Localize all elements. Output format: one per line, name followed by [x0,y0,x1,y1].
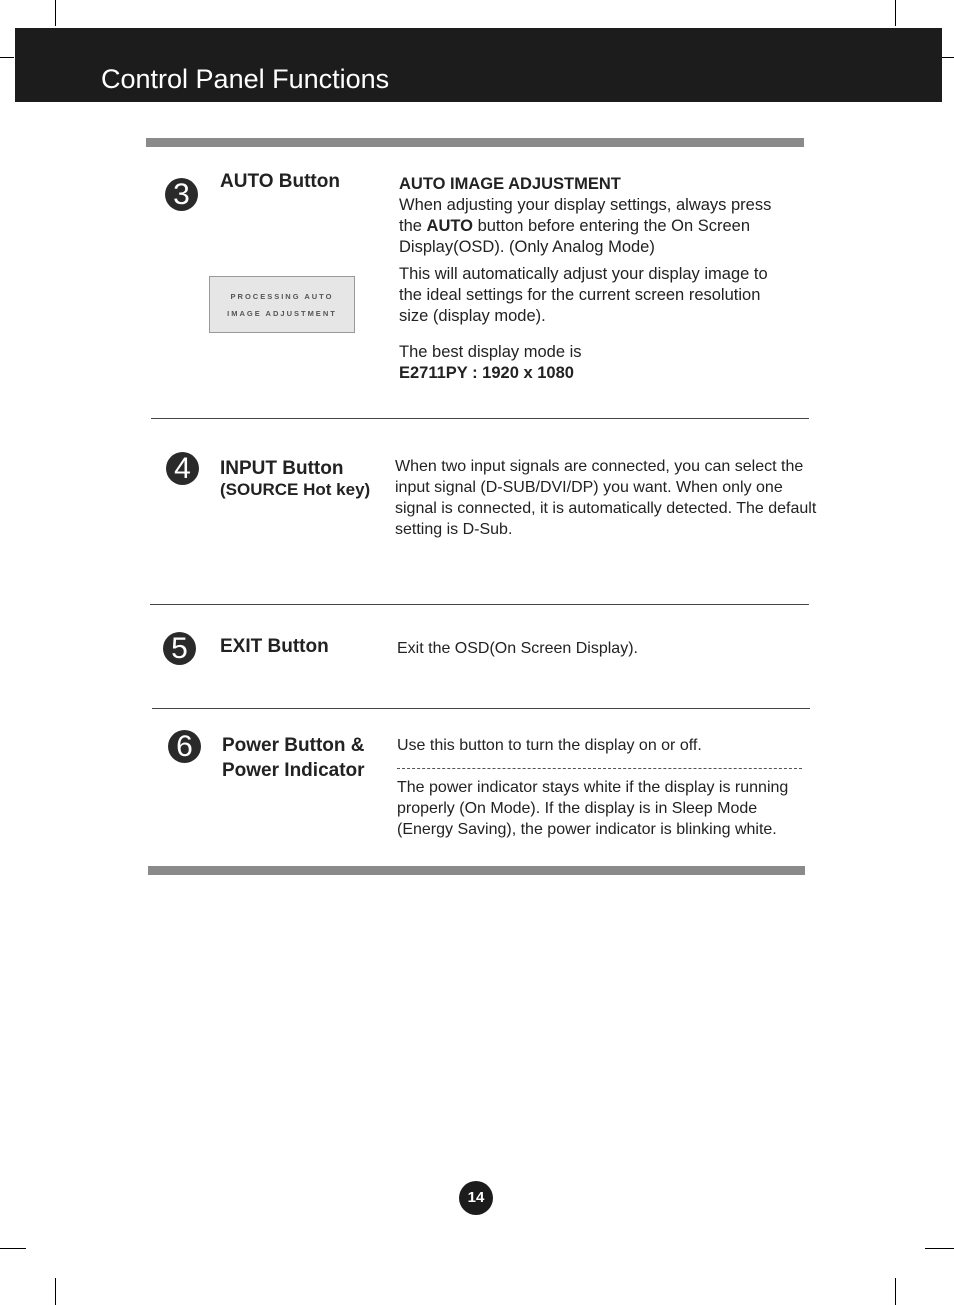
section-divider [150,604,809,605]
power-title-line: Power Indicator [222,760,365,781]
power-text-line: properly (On Mode). If the display is in Sleep Mode [397,800,758,817]
input-button-title: INPUT Button [220,458,344,479]
osd-message-box [209,276,355,333]
page-number-badge: 14 [459,1181,493,1215]
auto-text-line: The best display mode is [399,343,582,361]
auto-text-line [399,216,809,237]
power-text-line: The power indicator stays white if the display is running [397,779,789,796]
auto-text-line: When adjusting your display settings, always press [399,196,772,214]
auto-text-line: the ideal settings for the current screen resolution [399,286,761,304]
section-divider [151,418,809,419]
osd-message-line: IMAGE ADJUSTMENT [227,309,337,318]
auto-keyword: AUTO [426,217,473,235]
crop-mark [0,57,14,58]
crop-mark [940,57,954,58]
auto-description [399,174,809,384]
section-number-badge: 4 [166,452,199,485]
dashed-divider [397,768,802,769]
crop-mark [895,1278,896,1305]
auto-text-line: This will automatically adjust your display image to [399,265,768,283]
input-text-line: signal is connected, it is automatically detected. The default [395,500,817,517]
section-divider-top [146,138,804,147]
power-button-title [222,733,365,783]
section-number-badge: 6 [168,730,201,763]
auto-button-title: AUTO Button [220,171,340,192]
auto-text-line: size (display mode). [399,307,546,325]
input-text-line: setting is D-Sub. [395,521,513,538]
power-text-line: (Energy Saving), the power indicator is blinking white. [397,821,777,838]
power-title-line: Power Button & [222,735,365,756]
best-display-mode: E2711PY : 1920 x 1080 [399,364,574,382]
auto-text-line: Display(OSD). (Only Analog Mode) [399,238,655,256]
section-divider-bottom [148,866,805,875]
header-bar [15,28,942,102]
crop-mark [0,1248,26,1249]
crop-mark [55,1278,56,1305]
crop-mark [55,0,56,26]
osd-message-line: PROCESSING AUTO [230,292,334,301]
section-number-badge: 5 [163,632,196,665]
exit-description: Exit the OSD(On Screen Display). [397,640,638,657]
input-text-line: input signal (D-SUB/DVI/DP) you want. When only one [395,479,783,496]
power-indicator-description [397,777,817,840]
section-number-badge: 3 [165,178,198,211]
exit-button-title: EXIT Button [220,636,329,657]
input-button-subtitle: (SOURCE Hot key) [220,480,371,499]
crop-mark [895,0,896,26]
input-description [395,456,825,540]
section-divider [152,708,810,709]
input-text-line: When two input signals are connected, you can select the [395,458,804,475]
text-span: button before entering the On Screen [472,217,751,235]
auto-heading: AUTO IMAGE ADJUSTMENT [399,175,621,193]
power-description-on-off: Use this button to turn the display on or off. [397,737,702,754]
text-span: the [399,217,427,235]
page-title: Control Panel Functions [101,64,390,94]
crop-mark [925,1248,954,1249]
